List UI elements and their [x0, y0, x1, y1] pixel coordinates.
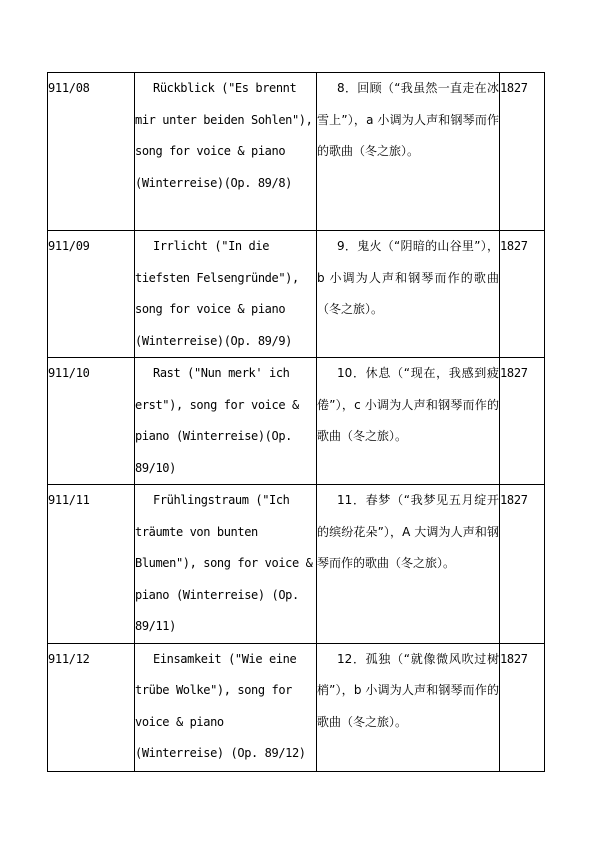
composition-year: 1827: [500, 358, 545, 485]
english-title-cell: [135, 358, 317, 485]
chinese-title-cell: [317, 643, 500, 771]
table-row: [48, 231, 545, 358]
english-title: Frühlingstraum ("Ich träumte von bunten Blumen"), song for voice & piano (Winterreise) (Op. 89/11): [135, 493, 313, 633]
table-row: [48, 358, 545, 485]
composition-year: 1827: [500, 485, 545, 644]
english-title: Irrlicht ("In die tiefsten Felsengründe"), song for voice & piano (Winterreise)(Op. 89/9): [135, 239, 299, 348]
table-row: [48, 643, 545, 771]
table-row: [48, 73, 545, 231]
english-title-cell: [135, 485, 317, 644]
chinese-title: 8．回顾（“我虽然一直走在冰雪上”），a 小调为人声和钢琴而作的歌曲（冬之旅）。: [317, 81, 499, 158]
catalog-number: 911/09: [48, 231, 135, 358]
catalog-number: 911/12: [48, 643, 135, 771]
english-title-cell: [135, 73, 317, 231]
catalog-number: 911/08: [48, 73, 135, 231]
chinese-title-cell: [317, 73, 500, 231]
english-title-cell: [135, 643, 317, 771]
english-title: Einsamkeit ("Wie eine trübe Wolke"), song for voice & piano (Winterreise) (Op. 89/12): [135, 651, 306, 760]
chinese-title: 10．休息（“现在，我感到疲倦”），c 小调为人声和钢琴而作的歌曲（冬之旅）。: [317, 366, 499, 443]
catalog-number: 911/10: [48, 358, 135, 485]
chinese-title: 12．孤独（“就像微风吹过树梢”），b 小调为人声和钢琴而作的歌曲（冬之旅）。: [317, 651, 499, 729]
chinese-title: 11．春梦（“我梦见五月绽开的缤纷花朵”），A 大调为人声和钢琴而作的歌曲（冬之旅）。: [317, 493, 499, 570]
chinese-title-cell: [317, 358, 500, 485]
english-title: Rast ("Nun merk' ich erst"), song for voice & piano (Winterreise)(Op. 89/10): [135, 366, 299, 475]
chinese-title-cell: [317, 231, 500, 358]
english-title-cell: [135, 231, 317, 358]
catalog-number: 911/11: [48, 485, 135, 644]
composition-year: 1827: [500, 643, 545, 771]
table-row: [48, 485, 545, 644]
chinese-title-cell: [317, 485, 500, 644]
chinese-title: 9．鬼火（“阴暗的山谷里”），b 小调为人声和钢琴而作的歌曲（冬之旅）。: [317, 239, 499, 316]
work-catalog-table: [47, 72, 545, 772]
composition-year: 1827: [500, 231, 545, 358]
english-title: Rückblick ("Es brennt mir unter beiden Sohlen"), song for voice & piano (Winterreise)(Op. 89/8): [135, 81, 313, 190]
composition-year: 1827: [500, 73, 545, 231]
